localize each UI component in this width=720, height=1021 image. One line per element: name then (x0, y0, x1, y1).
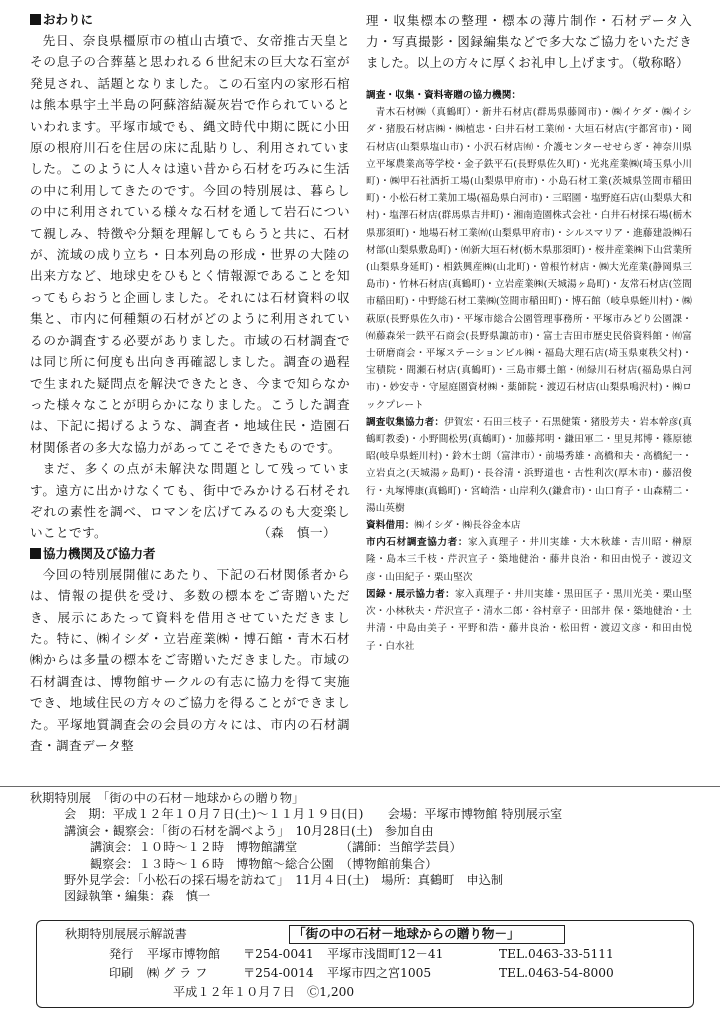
loan-collaborators: 資料借用：㈱イシダ・㈱長谷金本店 (366, 520, 521, 532)
survey-collaborators: 調査収集協力者：伊賀宏・石田三枝子・石黒健策・猪股芳夫・岩本幹彦(真鶴町教委)・小野間松男(真鶴町)・加藤邦明・鎌田軍二・里見邦博・篠原徳昭(岐阜県蛭川村)・鈴木士朗（富津市）・前場秀雄・高橋和夫・高橋紀一・立岩貞之(天城湯ヶ島町)・長谷清・浜野道也・古性利次(厚木市)・藤沼俊行・丸塚博康(真鶴町)・宮崎浩・山岸利久(鎌倉市)・山口育子・山森精二・湯山英樹 (366, 416, 692, 514)
donation-label: 調査・収集・資料寄贈の協力機関： (366, 90, 522, 101)
colophon-box (36, 920, 694, 1008)
city-survey-collaborators: 市内石材調査協力者：家入真理子・井川実雄・大木秋雄・吉川昭・榊原隆・島本三千枝・芹沢宣子・築地健治・藤井良治・和田由悦子・渡辺文彦・山田紀子・栗山堅次 (366, 537, 692, 583)
cooperation-paragraph: 今回の特別展開催にあたり、下記の石材関係者からは、情報の提供を受け、多数の標本をご寄贈いただき、展示にあたって資料を借用させていただきました。特に、㈱イシダ・立岩産業㈱・博石館・青木石材㈱からは多量の標本をご寄贈いただきました。市域の石材調査は、博物館サークルの有志に協力を得て実施でき、地域住民の方々のご協力を得ることができました。平塚地質調査会の会員の方々には、市内の石材調査・調査データ整 (30, 566, 350, 753)
closing-paragraph: 先日、奈良県橿原市の植山古墳で、女帝推古天皇とその息子の合葬墓と思われる６世紀末の巨大な石室が発見され、話題となりました。この石室内の家形石棺は熊本県宇土半島の阿蘇溶結凝灰岩で作られているといわれます。平塚市域でも、縄文時代中期に既に小田原の根府川石を住居の床に乱貼りし、利用されていました。このように人々は遠い昔から石材を巧みに生活の中に利用してきたのです。今回の特別展は、暮らしの中に利用されている様々な石材を通して岩石について親しみ、特徴や分類を理解してもらうと共に、石材が、流域の成り立ち・日本列島の形成・世界の大陸の出来方など、地球史をひもとく情報源であることを知ってもらおうと企画しました。それには石材資料の収集と、市内に何種類の石材がどのように利用されているのか調査する必要がありました。市域の石材調査では同じ所に何度も出向き再確認しました。調査の過程で生まれた疑問点を解決できたとき、今まで知らなかった様々なことが明らかになりました。こうした調査は、下記に掲げるような、調査者・地域住民・造園石材関係者の多大な協力があってこそできたものです。 (30, 33, 350, 455)
publisher-address: 平塚市浅間町12－41 (327, 947, 444, 961)
publisher-zip: 〒254-0041 (243, 947, 314, 961)
section-heading-cooperation: 協力機関及び協力者 (30, 544, 350, 564)
printer-tel: TEL.0463-54-8000 (499, 966, 614, 980)
thanks-paragraph: 理・収集標本の整理・標本の薄片制作・石材データ入力・写真撮影・図録編集などで多大なご協力をいただきました。以上の方々に厚くお礼申し上げます。（敬称略） (366, 13, 692, 70)
printer-label: 印刷 (109, 966, 134, 980)
left-column (30, 10, 350, 810)
section-heading-closing: おわりに (30, 10, 350, 30)
exhibition-period: 会 期：平成１２年１０月７日(土)～１１月１９日(日) 会場：平塚市博物館 特別展示室 (64, 807, 563, 822)
divider (0, 786, 720, 787)
catalog-editor: 図録執筆・編集：森 慎一 (64, 889, 211, 904)
right-column (366, 10, 692, 810)
square-bullet-icon (30, 14, 41, 25)
lecture-observation: 講演会・観察会：「街の石材を調べよう」 10月28日(土) 参加自由 (64, 823, 434, 838)
field-trip: 野外見学会：「小松石の採石場を訪ねて」 11月４日(土) 場所：真鶴町 申込制 (64, 873, 504, 888)
publisher-name: 平塚市博物館 (147, 947, 221, 961)
author-signature: （森 慎一） (258, 525, 336, 541)
donation-list: 青木石材㈱（真鶴町）・新井石材店(群馬県藤岡市)・㈱イケダ・㈱イシダ・猪股石材店㈱・㈱植忠・臼井石材工業㈲・大垣石材店(宇都宮市)・岡石材店(山梨県塩山市)・小沢石材店㈲・介護センターせせらぎ・神奈川県立平塚農業高等学校・金子鉄平石(長野県佐久町)・光兆産業㈱(埼玉県小川町)・㈱甲石社酒折工場(山梨県甲府市)・小島石材工業(茨城県笠間市稲田町)・小松石材工業加工場(福島県白河市)・三昭園・塩野庭石店(山梨県大和村)・塩澤石材店(群馬県吉井町)・湘南造園株式会社・白井石材採石場(栃木県那須町)・地場石材工業㈲(山梨県甲府市)・シルスマリア・進藤建設㈱石材部(山梨県敷島町)・㈲新大垣石材(栃木県那須町)・桜井産業㈱下山営業所(山梨県身延町)・相鉄興産㈱(山北町)・曽根竹材店・㈱大光産業(静岡県三島市)・竹林石材店(真鶴町)・立岩産業㈱(天城湯ヶ島町)・友常石材店(笠間市稲田町)・中野総石材工業㈱(笠間市稲田町)・博石館（岐阜県蛭川村)・㈱萩原(長野県佐久市)・平塚市総合公園管理事務所・平塚市みどり公園課・㈲藤森栄一鉄平石商会(長野県諏訪市)・富士吉田市歴史民俗資料館・㈲富士研磨商会・平塚ステーションビル㈱・福島大理石店(埼玉県東秩父村)・宝積院・間瀬石材店(真鶴町)・三島市郷土館・㈲緑川石材店(福島県白河市)・妙安寺・守屋庭園資材㈱・薬師院・渡辺石材店(山梨県鳴沢村)・㈱ロックプレート (366, 107, 692, 411)
colophon-title: 「街の中の石材－地球からの贈り物－」 (293, 926, 520, 941)
lecture-time: 講演会：１０時～１２時 博物館講堂 （講師：当館学芸員） (90, 840, 462, 855)
colophon-label: 秋期特別展展示解説書 (65, 927, 187, 941)
publication-date: 平成１２年１０月７日 Ⓒ1,200 (173, 985, 355, 999)
publisher-label: 発行 (109, 947, 134, 961)
exhibition-title: 秋期特別展 「街の中の石材－地球からの贈り物」 (30, 791, 305, 805)
printer-zip: 〒254-0014 (243, 966, 314, 980)
exhibition-info (30, 790, 700, 905)
figure-collaborators: 図録・展示協力者：家入真理子・井川実雄・黒田匡子・黒川光美・栗山堅次・小林秋夫・芹沢宣子・清水二郎・谷村章子・田部井 保・築地健治・土井清・中島由美子・平野和浩・藤井良治・松田哲・渡辺文彦・和田由悦子・白水社 (366, 588, 692, 652)
printer-address: 平塚市四之宮1005 (327, 966, 432, 980)
publisher-tel: TEL.0463-33-5111 (499, 947, 614, 961)
square-bullet-icon (30, 548, 41, 559)
printer-name: ㈱ グ ラ フ (147, 966, 208, 980)
contributors-list (366, 87, 692, 655)
observation-time: 観察会：１３時～１６時 博物館～総合公園 （博物館前集合） (90, 856, 438, 871)
closing-paragraph-2: まだ、多くの点が未解決な問題として残っています。遠方に出かけなくても、街中でみかける石材それぞれの素性を調べ、ロマンを広げてみるのも大変楽しいことです。 （森 慎一） (30, 458, 350, 544)
